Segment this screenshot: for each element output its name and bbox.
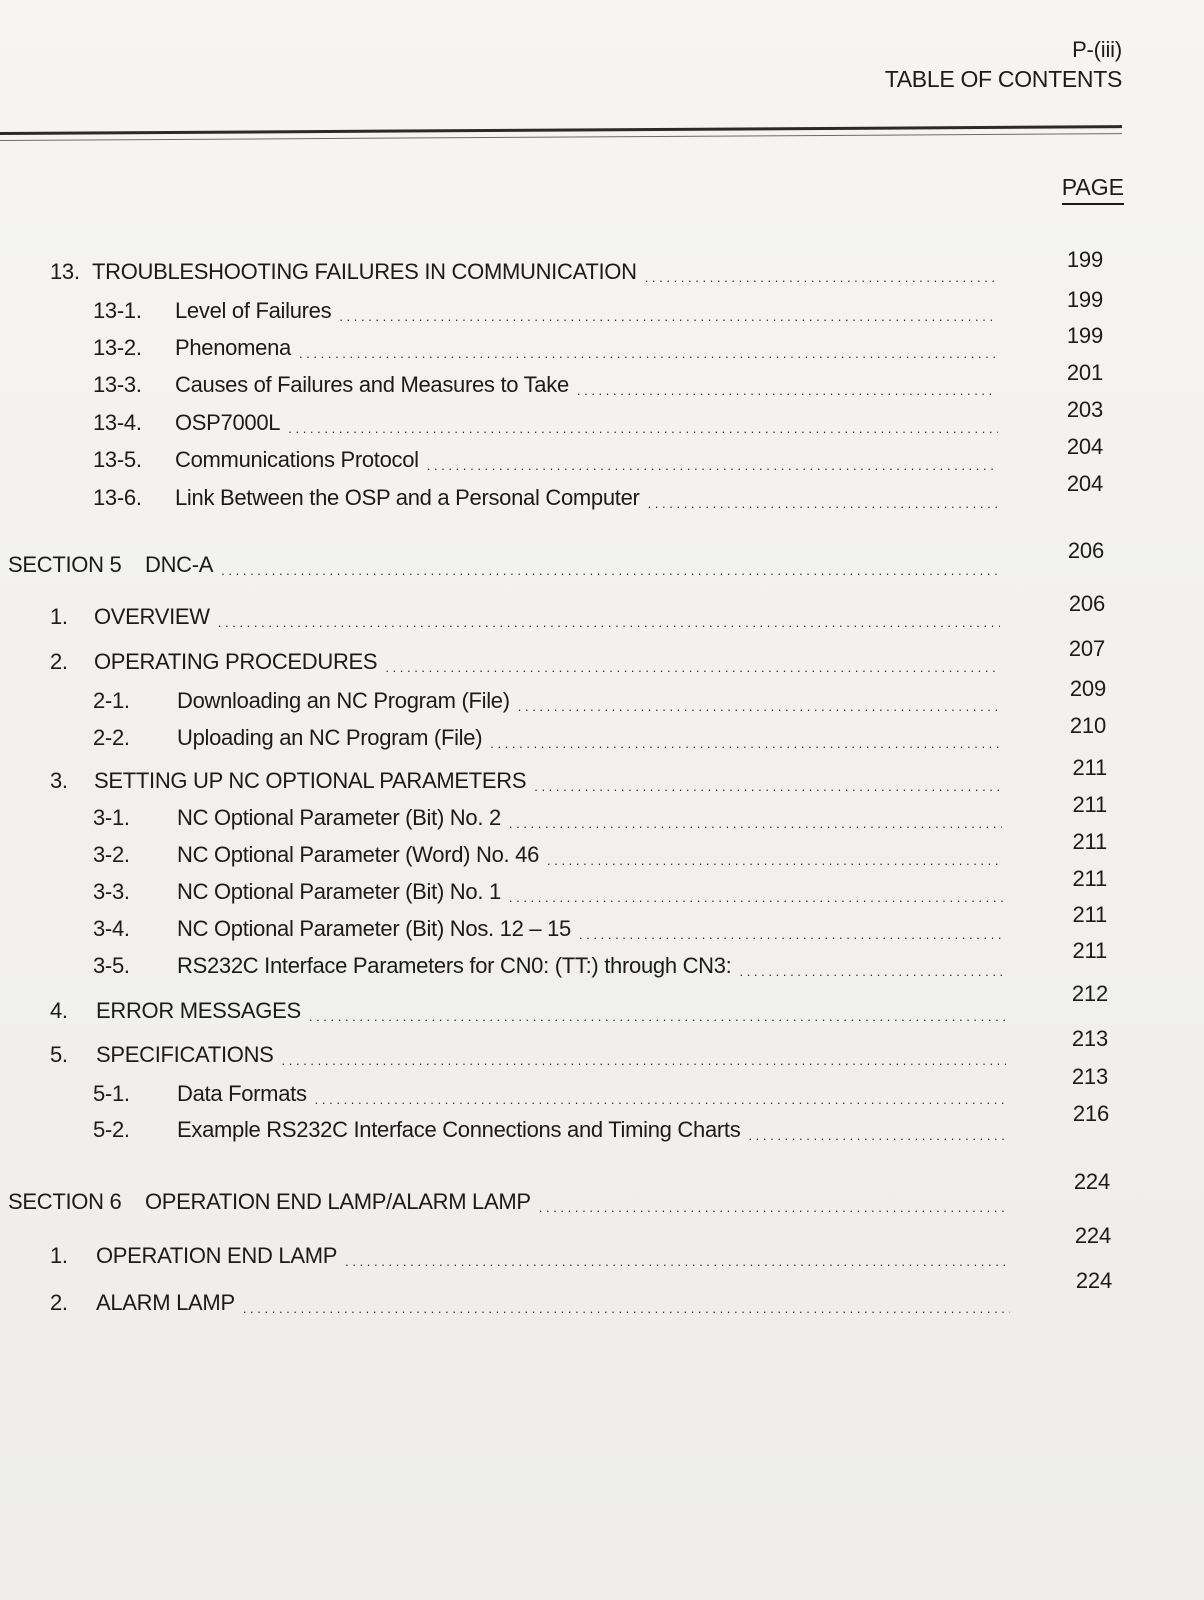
toc-entry	[93, 333, 1000, 363]
dot-leader	[547, 840, 1002, 870]
dot-leader	[509, 877, 1003, 907]
toc-entry-title: Level of Failures	[175, 298, 332, 323]
toc-entry-number: 13-1.	[93, 298, 142, 323]
dot-leader	[509, 803, 1002, 833]
dot-leader	[740, 951, 1005, 981]
toc-entry-number: 4.	[50, 998, 68, 1023]
toc-entry-page: 207	[1068, 636, 1105, 661]
toc-entry	[93, 1079, 1010, 1109]
toc-entry	[93, 296, 1000, 326]
toc-entry	[93, 686, 1005, 716]
page-number: P-(iii)	[1072, 37, 1122, 62]
dot-leader	[315, 1079, 1006, 1109]
toc-entry-number: 13-4.	[93, 410, 142, 435]
toc-entry-page: 211	[1072, 866, 1107, 891]
toc-entry-title: Downloading an NC Program (File)	[177, 688, 510, 713]
toc-entry-number: 5-2.	[93, 1117, 130, 1142]
dot-leader	[645, 257, 996, 287]
dot-leader	[579, 914, 1003, 944]
toc-entry-page: 199	[1066, 323, 1103, 348]
toc-entry-page: 206	[1068, 591, 1105, 616]
toc-entry	[93, 370, 1000, 400]
toc-entry	[93, 840, 1006, 870]
toc-entry	[50, 602, 1004, 632]
toc-entry-title: NC Optional Parameter (Bit) No. 2	[177, 805, 501, 830]
dot-leader	[309, 996, 1005, 1026]
toc-entry	[93, 951, 1008, 981]
toc-entry-title: Example RS232C Interface Connections and Timing Charts	[177, 1117, 741, 1142]
toc-entry-title: Causes of Failures and Measures to Take	[175, 372, 569, 397]
toc-entry-number: 13-2.	[93, 335, 142, 360]
toc-entry-page: 210	[1069, 713, 1106, 738]
toc-entry	[93, 803, 1006, 833]
toc-entry-number: 1.	[50, 604, 68, 629]
dot-leader	[221, 550, 1000, 580]
toc-entry-page: 224	[1073, 1169, 1110, 1194]
dot-leader	[282, 1040, 1006, 1070]
toc-entry-number: SECTION 6	[8, 1189, 122, 1214]
toc-entry-number: 5-1.	[93, 1081, 130, 1106]
toc-entry-page: 209	[1069, 676, 1106, 701]
toc-entry-page: 211	[1072, 792, 1107, 817]
toc-entry-title: OPERATING PROCEDURES	[94, 649, 378, 674]
header-title: TABLE OF CONTENTS	[884, 66, 1122, 92]
toc-entry-title: Data Formats	[177, 1081, 307, 1106]
toc-entry-title: RS232C Interface Parameters for CN0: (TT:) through CN3:	[177, 953, 732, 978]
toc-entry-page: 204	[1066, 471, 1103, 496]
dot-leader	[288, 408, 998, 438]
toc-entry	[93, 1115, 1011, 1145]
toc-entry-page: 211	[1072, 829, 1107, 854]
toc-entry-title: NC Optional Parameter (Bit) Nos. 12 – 15	[177, 916, 571, 941]
toc-entry-page: 211	[1072, 755, 1107, 780]
toc-entry-title: Uploading an NC Program (File)	[177, 725, 483, 750]
toc-entry-page: 199	[1066, 247, 1103, 272]
toc-entry	[8, 1187, 1012, 1217]
toc-entry	[50, 1241, 1013, 1271]
toc-entry	[50, 996, 1009, 1026]
toc-entry	[50, 1288, 1014, 1318]
toc-entry-number: 3-3.	[93, 879, 130, 904]
toc-entry	[93, 408, 1002, 438]
toc-entry-title: SPECIFICATIONS	[96, 1042, 274, 1067]
toc-entry	[8, 550, 1004, 580]
toc-entry-page: 204	[1066, 434, 1103, 459]
toc-entry	[93, 723, 1005, 753]
toc-entry-page: 224	[1074, 1223, 1111, 1248]
dot-leader	[577, 370, 996, 400]
toc-entry-page: 213	[1071, 1026, 1108, 1051]
dot-leader	[299, 333, 996, 363]
dot-leader	[345, 1241, 1009, 1271]
toc-entry-number: 2.	[50, 1290, 68, 1315]
toc-entry-number: 13-6.	[93, 485, 142, 510]
dot-leader	[748, 1115, 1007, 1145]
toc-entry-title: OPERATION END LAMP/ALARM LAMP	[145, 1189, 531, 1214]
toc-entry-number: SECTION 5	[8, 552, 122, 577]
toc-entry-number: 3.	[50, 768, 68, 793]
toc-entry-title: ERROR MESSAGES	[96, 998, 301, 1023]
toc-entry-page: 211	[1072, 902, 1107, 927]
toc-entry	[93, 445, 1002, 475]
toc-entry-title: Communications Protocol	[175, 447, 419, 472]
toc-entry-title: SETTING UP NC OPTIONAL PARAMETERS	[94, 768, 527, 793]
dot-leader	[539, 1187, 1008, 1217]
toc-entry	[50, 1040, 1010, 1070]
toc-entry-number: 3-4.	[93, 916, 130, 941]
toc-entry-number: 13-5.	[93, 447, 142, 472]
dot-leader	[518, 686, 1001, 716]
dot-leader	[534, 766, 1002, 796]
toc-entry-number: 5.	[50, 1042, 68, 1067]
toc-entry-title: Phenomena	[175, 335, 291, 360]
toc-entry-page: 206	[1067, 538, 1104, 563]
toc-entry-title: OPERATION END LAMP	[96, 1243, 338, 1268]
toc-entry-title: TROUBLESHOOTING FAILURES IN COMMUNICATION	[92, 259, 637, 284]
dot-leader	[427, 445, 998, 475]
dot-leader	[648, 483, 999, 513]
toc-entry-number: 2-2.	[93, 725, 130, 750]
toc-entry-number: 13-3.	[93, 372, 142, 397]
toc-entry	[93, 877, 1007, 907]
toc-entry	[93, 483, 1003, 513]
toc-entry-number: 1.	[50, 1243, 68, 1268]
toc-entry	[93, 914, 1007, 944]
toc-entry-number: 3-2.	[93, 842, 130, 867]
toc-entry	[50, 766, 1006, 796]
dot-leader	[385, 647, 1000, 677]
toc-entry-page: 199	[1066, 287, 1103, 312]
toc-entry-number: 2.	[50, 649, 68, 674]
toc-entry-page: 213	[1071, 1064, 1108, 1089]
toc-entry-title: NC Optional Parameter (Bit) No. 1	[177, 879, 501, 904]
toc-entry-title: NC Optional Parameter (Word) No. 46	[177, 842, 540, 867]
toc-entry-page: 216	[1072, 1101, 1109, 1126]
toc-entry-number: 13.	[50, 259, 80, 284]
toc-entry-title: OVERVIEW	[94, 604, 210, 629]
page-column-label: PAGE	[1062, 172, 1124, 205]
dot-leader	[218, 602, 1000, 632]
dot-leader	[490, 723, 1001, 753]
toc-entry-number: 3-1.	[93, 805, 130, 830]
toc-entry-title: OSP7000L	[175, 410, 281, 435]
toc-entry-title: ALARM LAMP	[96, 1290, 235, 1315]
toc-entry-number: 3-5.	[93, 953, 130, 978]
toc-entry-page: 201	[1066, 360, 1103, 385]
toc-entry-number: 2-1.	[93, 688, 130, 713]
toc-entry-page: 224	[1075, 1268, 1112, 1293]
toc-entry-page: 211	[1072, 938, 1107, 963]
dot-leader	[339, 296, 996, 326]
toc-entry-title: DNC-A	[145, 552, 214, 577]
dot-leader	[243, 1288, 1010, 1318]
toc-entry-page: 203	[1066, 397, 1103, 422]
toc-entry-title: Link Between the OSP and a Personal Computer	[175, 485, 640, 510]
toc-entry	[50, 647, 1004, 677]
toc-entry-page: 212	[1071, 981, 1108, 1006]
toc-entry	[50, 257, 1000, 287]
